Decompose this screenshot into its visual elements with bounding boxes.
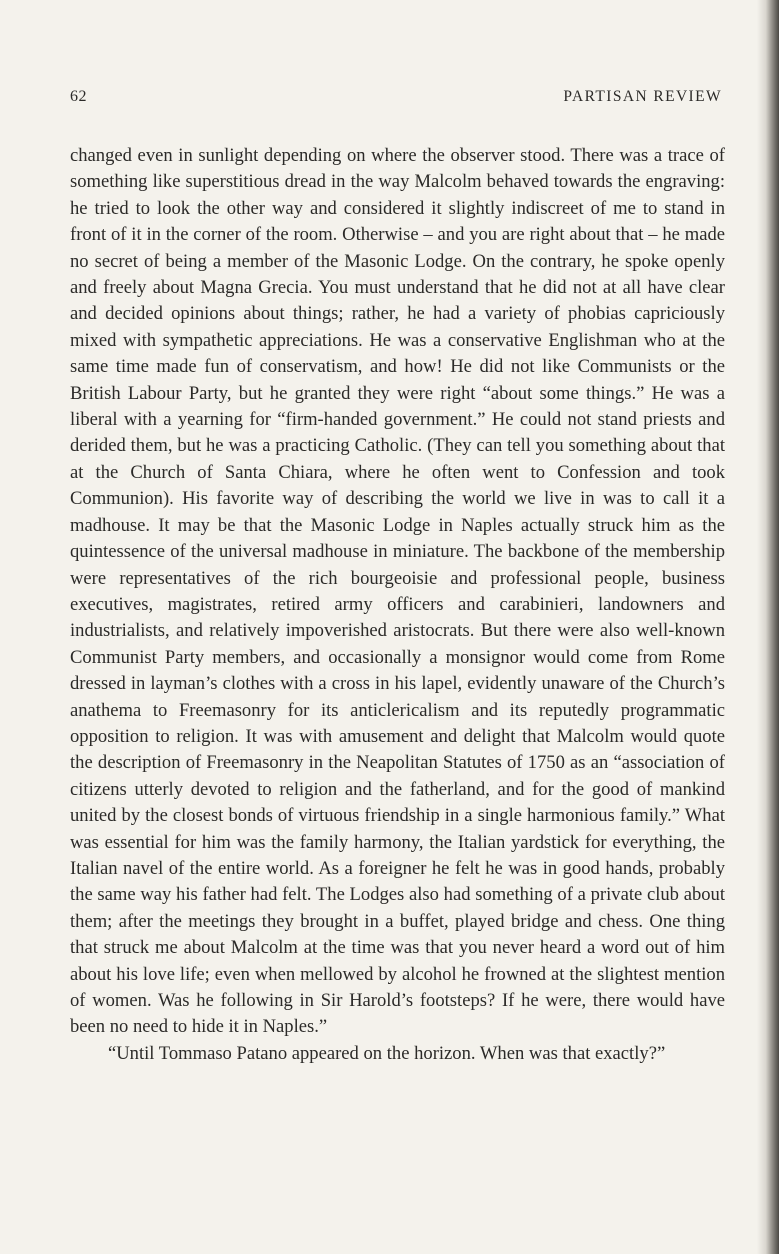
- page-number: 62: [70, 88, 87, 105]
- body-text: [70, 143, 725, 1067]
- page-edge-shadow: [757, 0, 779, 1254]
- paragraph: “Until Tommaso Patano appeared on the horizon. When was that exactly?”: [108, 1042, 666, 1064]
- running-head: PARTISAN REVIEW: [563, 88, 722, 105]
- page-header: [70, 88, 722, 106]
- paragraph: changed even in sunlight depending on where the observer stood. There was a trace of something like superstitious dread in the way Malcolm behaved towards the engraving: he tried to look the other way and considered it slightly indiscreet of me to stand in front of it in the corner of the room. Otherwise – and you are right about that – he made no secret of being a member of the Masonic Lodge. On the contrary, he spoke openly and freely about Magna Grecia. You must understand that he did not at all have clear and decided opinions about things; rather, he had a variety of phobias capriciously mixed with sympathetic appreciations. He was a conservative Englishman who at the same time made fun of conservatism, and how! He did not like Communists or the British Labour Party, but he granted they were right “about some things.” He was a liberal with a yearning for “firm-handed government.” He could not stand priests and derided them, but he was a practicing Catholic. (They can tell you something about that at the Church of Santa Chiara, where he often went to Confession and took Communion). His favorite way of describing the world we live in was to call it a madhouse. It may be that the Masonic Lodge in Naples actually struck him as the quintessence of the universal madhouse in miniature. The backbone of the membership were representatives of the rich bourgeoisie and professional people, business executives, magistrates, retired army officers and carabinieri, landowners and industrialists, and relatively impoverished aristocrats. But there were also well-known Communist Party members, and occasionally a monsignor would come from Rome dressed in layman’s clothes with a cross in his lapel, evidently unaware of the Church’s anathema to Freemasonry for its anticlericalism and its reputedly programmatic opposition to religion. It was with amusement and delight that Malcolm would quote the description of Freemasonry in the Neapolitan Statutes of 1750 as an “association of citizens utterly devoted to religion and the fatherland, and for the good of mankind united by the closest bonds of virtuous friendship in a single harmonious family.” What was essential for him was the family harmony, the Italian yardstick for everything, the Italian navel of the entire world. As a foreigner he felt he was in good hands, probably the same way his father had felt. The Lodges also had something of a private club about them; after the meetings they brought in a buffet, played bridge and chess. One thing that struck me about Malcolm at the time was that you never heard a word out of him about his love life; even when mellowed by alcohol he frowned at the slightest mention of women. Was he following in Sir Harold’s footsteps? If he were, there would have been no need to hide it in Naples.”: [70, 145, 725, 1038]
